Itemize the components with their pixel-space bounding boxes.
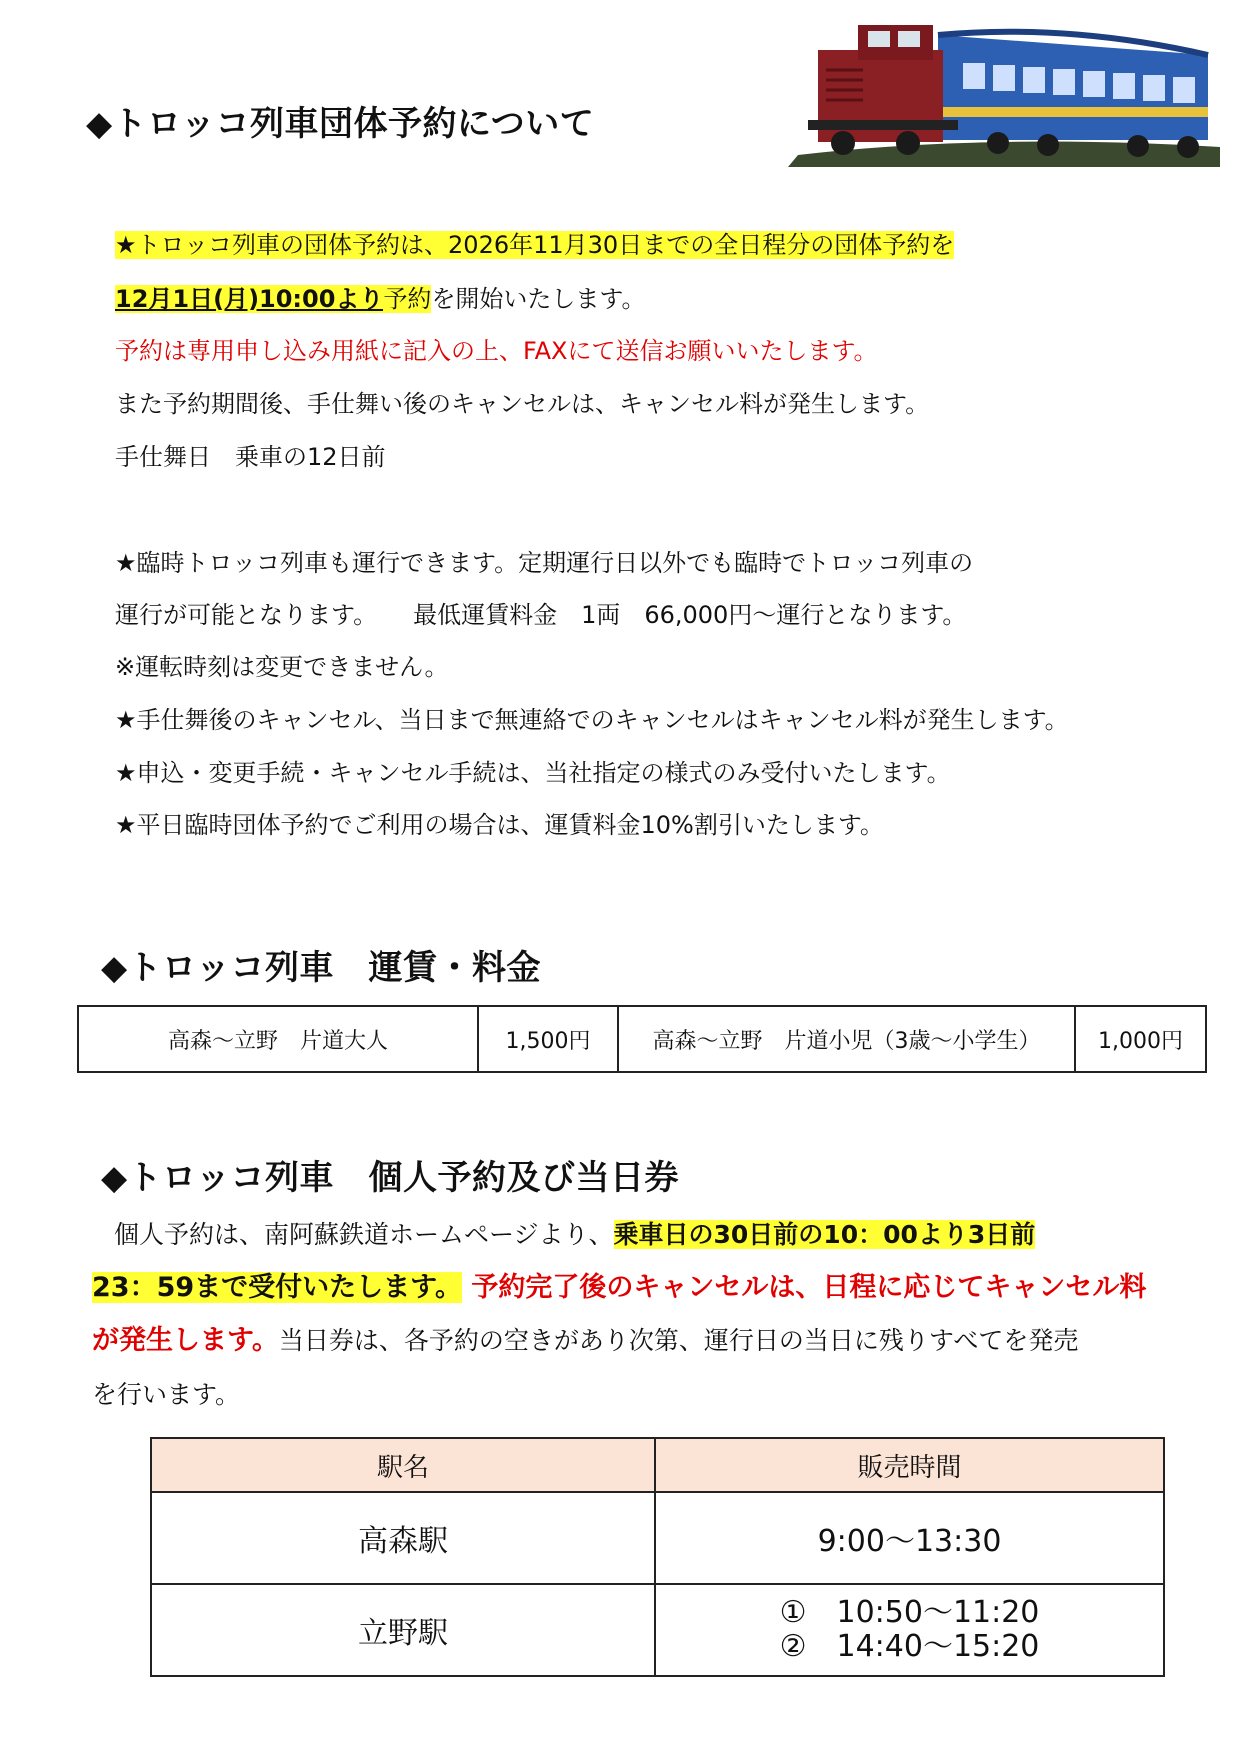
group-reservation-line-1 [115,228,954,262]
table-row [152,1583,1163,1675]
sales-times [656,1585,1163,1675]
header-station: 駅名 [152,1439,656,1491]
same-day-ticket-text: 当日券は、各予約の空きがあり次第、運行日の当日に残りすべてを発売 [278,1326,1079,1355]
fax-instruction: 予約は専用申し込み用紙に記入の上、FAXにて送信お願いいたします。 [115,337,878,365]
timetable-notice: ※運転時刻は変更できません。 [115,653,449,681]
group-reservation-line-2 [115,282,646,316]
cancel-notice: ★手仕舞後のキャンセル、当日まで無連絡でのキャンセルはキャンセル料が発生します。 [115,706,1069,734]
fare-label-adult: 高森～立野 片道大人 [79,1007,479,1071]
highlighted-text: ★トロッコ列車の団体予約は、2026年11月30日までの全日程分の団体予約を [115,231,955,259]
table-header-row [152,1439,1163,1491]
discount-notice: ★平日臨時団体予約でご利用の場合は、運賃料金10%割引いたします。 [115,811,884,839]
sales-time-2: ② 14:40～15:20 [779,1629,1040,1664]
header-sales-time: 販売時間 [656,1439,1163,1491]
station-name: 高森駅 [152,1493,656,1583]
cancel-warning: 予約完了後のキャンセルは、日程に応じてキャンセル料 [471,1272,1147,1303]
fare-table [77,1005,1207,1073]
individual-line-4: を行います。 [92,1380,241,1409]
fare-price-adult: 1,500円 [479,1007,619,1071]
reservation-window: 乗車日の30日前の10：00より3日前 [613,1220,1036,1249]
train-image [788,15,1220,167]
application-notice: ★申込・変更手続・キャンセル手続は、当社指定の様式のみ受付いたします。 [115,759,951,787]
reservation-deadline: 23：59まで受付いたします。 [92,1272,462,1303]
section-title-individual: ◆トロッコ列車 個人予約及び当日券 [101,1158,679,1198]
section-title-group-reservation: ◆トロッコ列車団体予約について [86,104,595,144]
individual-line-1 [92,1217,1035,1253]
individual-line-2 [92,1270,1146,1306]
sales-hours-table [150,1437,1165,1677]
cancel-fee-notice: また予約期間後、手仕舞い後のキャンセルは、キャンセル料が発生します。 [115,390,930,418]
sales-time-1: ① 10:50～11:20 [779,1595,1040,1630]
close-day-notice: 手仕舞日 乗車の12日前 [115,443,386,471]
table-row [152,1491,1163,1583]
body-text: 個人予約は、南阿蘇鉄道ホームページより、 [114,1220,614,1249]
station-name: 立野駅 [152,1585,656,1675]
fare-label-child: 高森～立野 片道小児（3歳～小学生） [619,1007,1076,1071]
section-title-fares: ◆トロッコ列車 運賃・料金 [101,948,541,988]
charter-line-1: ★臨時トロッコ列車も運行できます。定期運行日以外でも臨時でトロッコ列車の [115,549,974,577]
cancel-warning-end: が発生します。 [92,1325,279,1356]
body-text: を開始いたします。 [431,285,646,313]
reservation-start-date: 12月1日(月)10:00より [115,285,384,313]
sales-time: 9:00～13:30 [817,1524,1002,1559]
highlighted-text: 予約 [383,285,432,313]
fare-price-child: 1,000円 [1098,1028,1183,1054]
individual-line-3 [92,1323,1078,1359]
charter-line-2: 運行が可能となります。 最低運賃料金 1両 66,000円～運行となります。 [115,601,967,629]
